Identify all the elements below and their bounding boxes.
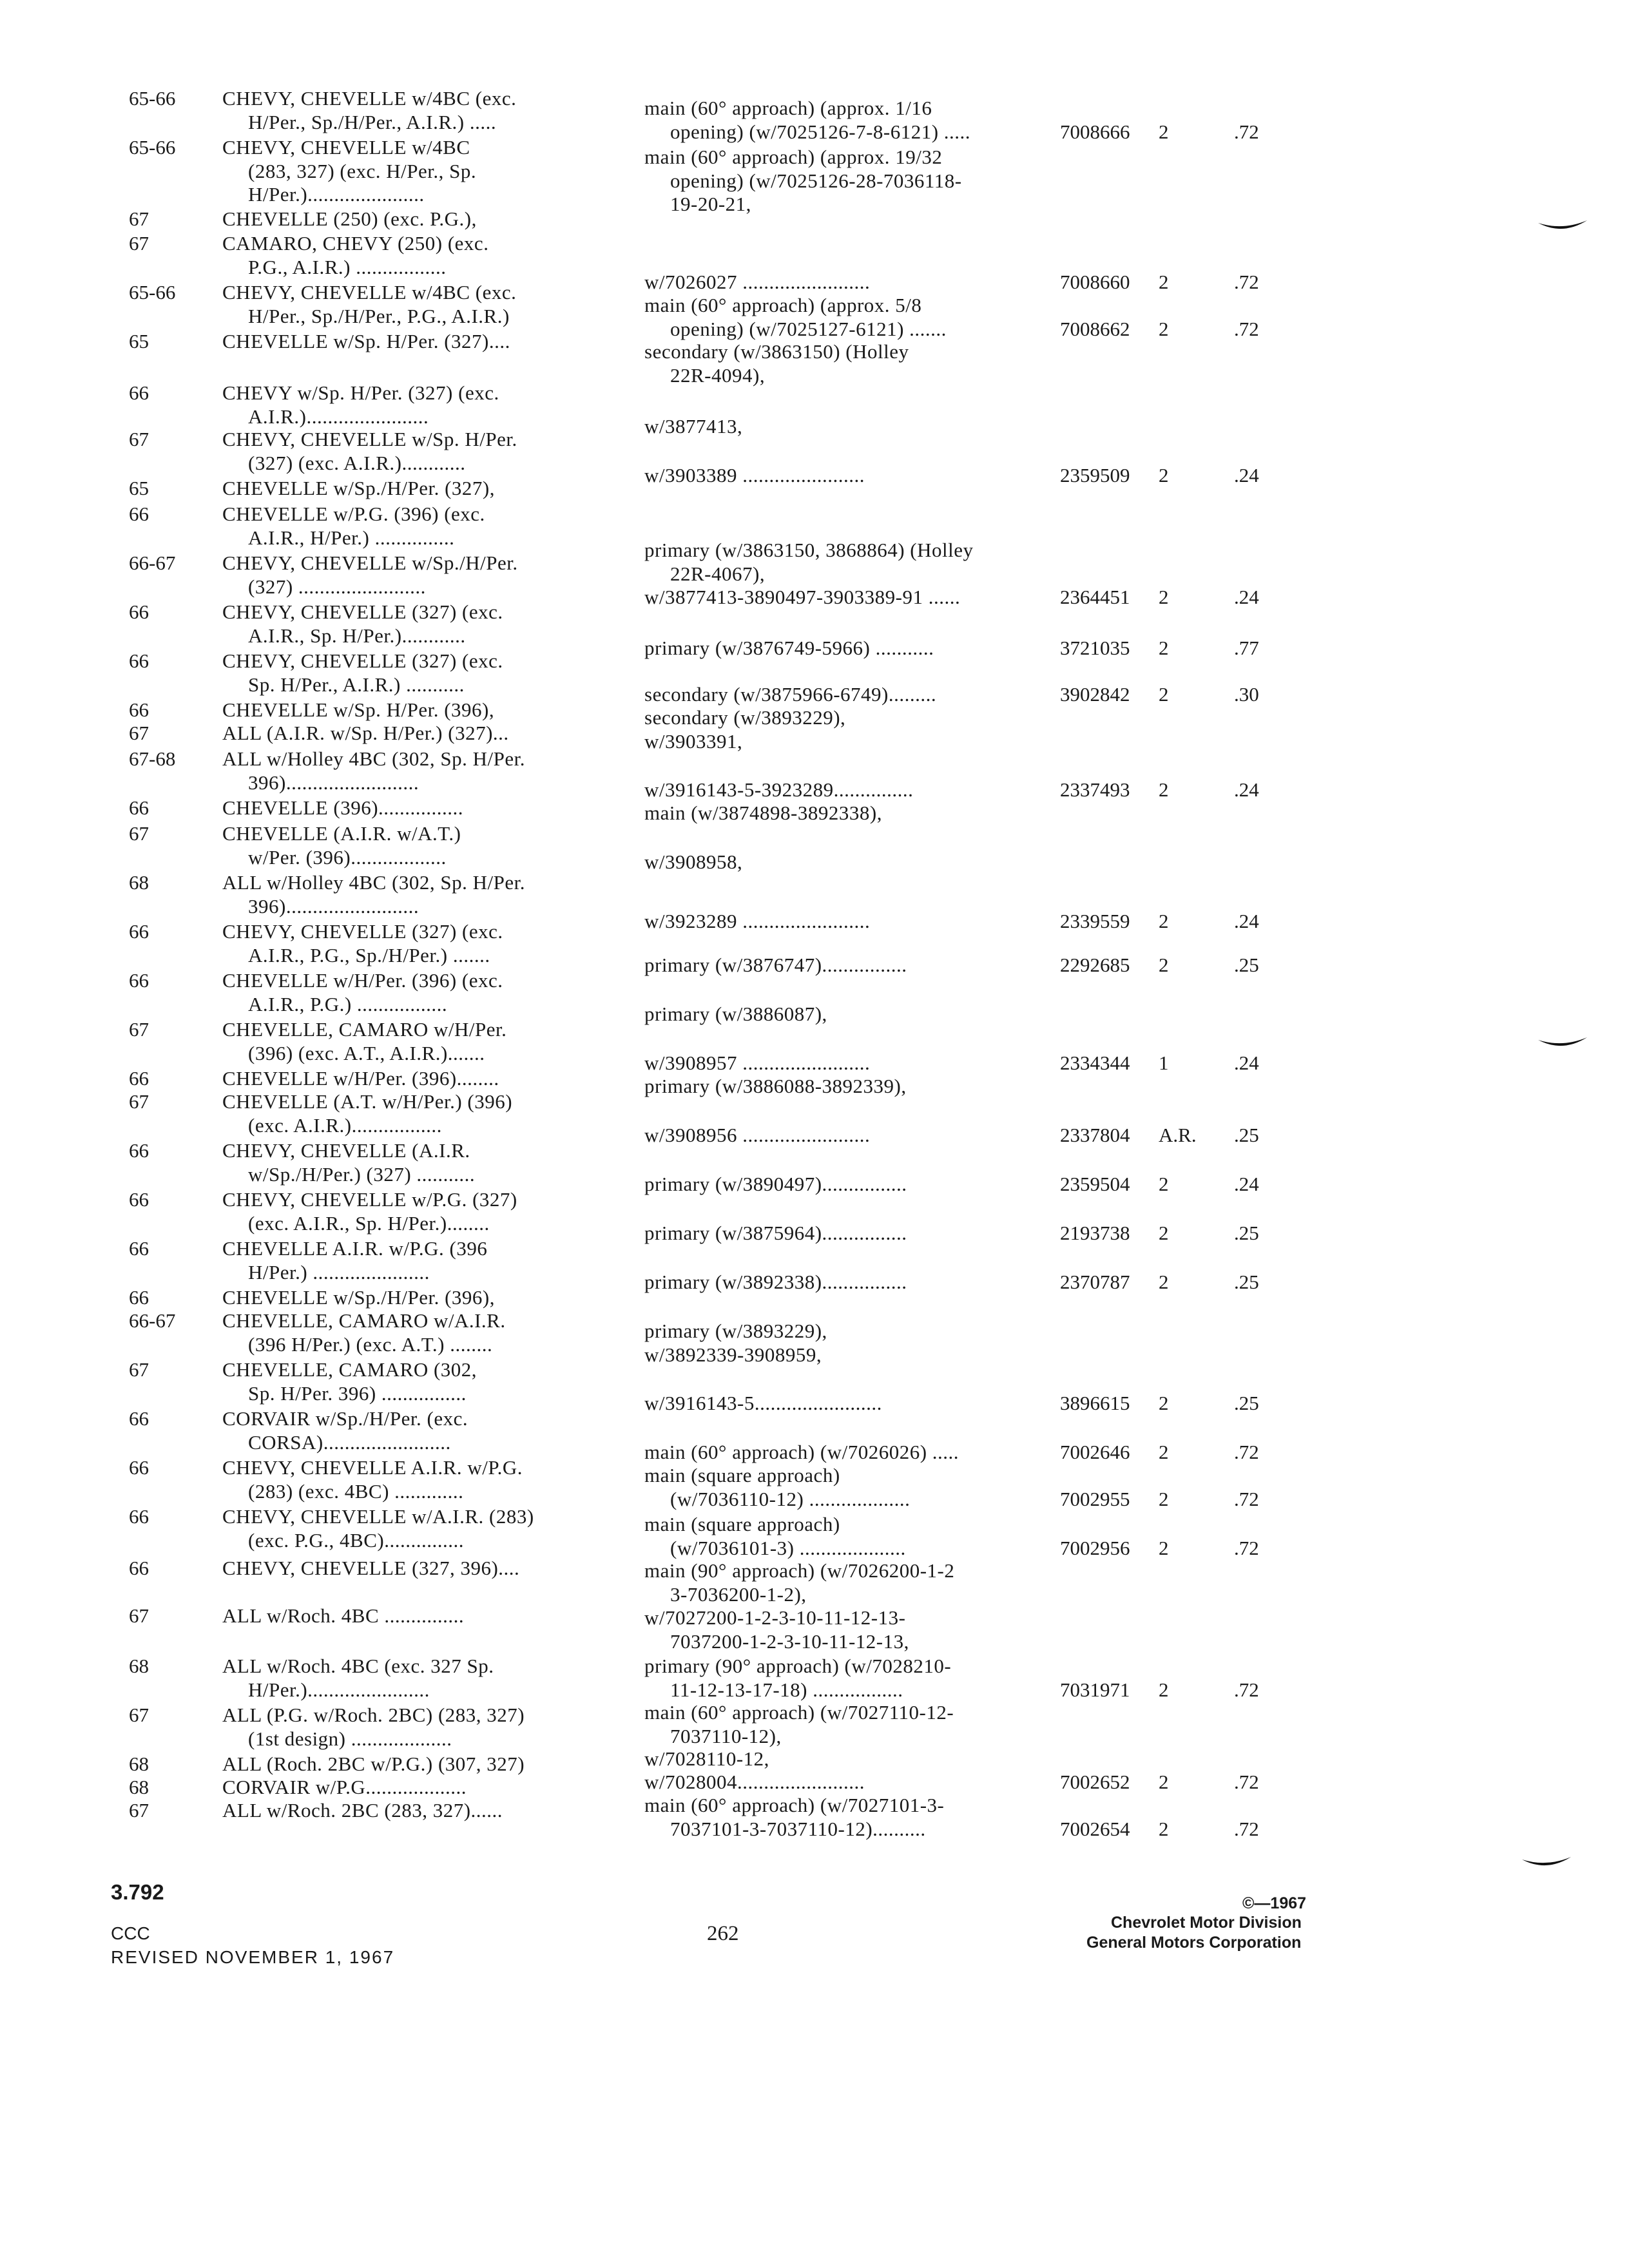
corporation-name: General Motors Corporation (1086, 1934, 1302, 1952)
part-description: main (square approach) (644, 1464, 840, 1486)
part-number: 2337804 (1060, 1124, 1130, 1146)
quantity: 2 (1159, 1441, 1169, 1463)
price: .24 (1234, 910, 1259, 932)
part-number: 2370787 (1060, 1271, 1130, 1293)
vehicle-application: A.I.R., P.G.) ................. (248, 992, 448, 1015)
price: .72 (1234, 1817, 1259, 1840)
part-description: 19-20-21, (670, 193, 751, 215)
vehicle-application: CHEVELLE, CAMARO (302, (222, 1358, 477, 1381)
vehicle-application: CHEVY, CHEVELLE (327) (exc. (222, 920, 503, 943)
quantity: 2 (1159, 1536, 1169, 1559)
part-description: 7037200-1-2-3-10-11-12-13, (670, 1629, 909, 1653)
part-description: main (60° approach) (w/7027110-12- (644, 1701, 954, 1724)
binder-hole-mark (1521, 1856, 1572, 1871)
vehicle-application: CHEVELLE w/Sp. H/Per. (327).... (222, 330, 510, 352)
vehicle-application: CHEVELLE w/H/Per. (396)........ (222, 1067, 499, 1090)
quantity: A.R. (1159, 1124, 1197, 1146)
part-number: 2359509 (1060, 464, 1130, 486)
vehicle-application: CHEVY, CHEVELLE (327, 396).... (222, 1557, 520, 1579)
vehicle-application: A.I.R., Sp. H/Per.)............ (248, 624, 466, 647)
part-number: 7008666 (1060, 120, 1130, 143)
vehicle-application: ALL w/Holley 4BC (302, Sp. H/Per. (222, 747, 526, 770)
price: .24 (1234, 464, 1259, 486)
quantity: 2 (1159, 1222, 1169, 1244)
vehicle-application: (283, 327) (exc. H/Per., Sp. (248, 159, 477, 182)
part-description: w/3908958, (644, 850, 743, 873)
model-year: 65-66 (129, 136, 176, 159)
vehicle-application: CHEVELLE w/P.G. (396) (exc. (222, 503, 485, 525)
model-year: 67 (129, 1604, 149, 1627)
part-description: main (60° approach) (w/7026026) ..... (644, 1441, 959, 1463)
price: .72 (1234, 1487, 1259, 1510)
vehicle-application: 396)......................... (248, 771, 419, 794)
quantity: 2 (1159, 586, 1169, 608)
vehicle-application: ALL w/Roch. 4BC ............... (222, 1604, 465, 1627)
price: .72 (1234, 317, 1259, 340)
model-year: 68 (129, 1776, 149, 1798)
part-description: 11-12-13-17-18) ................. (670, 1678, 903, 1701)
part-description: w/3908956 ........................ (644, 1124, 871, 1146)
part-description: primary (w/3893229), (644, 1320, 827, 1342)
price: .72 (1234, 1441, 1259, 1463)
part-description: 22R-4094), (670, 363, 766, 387)
vehicle-application: CHEVELLE w/Sp./H/Per. (327), (222, 477, 495, 499)
part-description: secondary (w/3893229), (644, 706, 846, 729)
vehicle-application: H/Per.)....................... (248, 1678, 430, 1701)
part-description: w/3923289 ........................ (644, 910, 871, 932)
vehicle-application: CHEVY, CHEVELLE w/4BC (222, 136, 470, 159)
vehicle-application: H/Per., Sp./H/Per., P.G., A.I.R.) (248, 304, 510, 327)
model-year: 67-68 (129, 747, 176, 770)
vehicle-application: (327) ........................ (248, 575, 426, 598)
part-description: opening) (w/7025127-6121) ....... (670, 317, 947, 340)
price: .24 (1234, 1173, 1259, 1195)
model-year: 67 (129, 822, 149, 845)
vehicle-application: CHEVELLE w/Sp./H/Per. (396), (222, 1286, 495, 1309)
vehicle-application: CHEVY, CHEVELLE w/4BC (exc. (222, 87, 517, 110)
quantity: 2 (1159, 1678, 1169, 1701)
vehicle-application: w/Per. (396).................. (248, 845, 447, 869)
vehicle-application: CHEVELLE A.I.R. w/P.G. (396 (222, 1237, 488, 1260)
price: .24 (1234, 1052, 1259, 1074)
model-year: 68 (129, 1753, 149, 1775)
vehicle-application: 396)......................... (248, 894, 419, 918)
price: .24 (1234, 586, 1259, 608)
model-year: 66-67 (129, 552, 176, 574)
vehicle-application: (exc. A.I.R., Sp. H/Per.)........ (248, 1211, 490, 1235)
vehicle-application: CHEVY, CHEVELLE (327) (exc. (222, 601, 503, 623)
vehicle-application: CAMARO, CHEVY (250) (exc. (222, 232, 489, 255)
vehicle-application: CHEVY, CHEVELLE w/Sp./H/Per. (222, 552, 518, 574)
model-year: 66 (129, 969, 149, 992)
model-year: 67 (129, 1018, 149, 1041)
model-year: 66 (129, 1286, 149, 1309)
model-year: 67 (129, 1358, 149, 1381)
vehicle-application: CHEVELLE (396)................ (222, 796, 464, 819)
part-description: w/3903391, (644, 729, 743, 753)
model-year: 65 (129, 330, 149, 352)
vehicle-application: ALL (Roch. 2BC w/P.G.) (307, 327) (222, 1753, 525, 1775)
vehicle-application: CHEVELLE w/H/Per. (396) (exc. (222, 969, 503, 992)
quantity: 2 (1159, 778, 1169, 801)
vehicle-application: H/Per., Sp./H/Per., A.I.R.) ..... (248, 110, 497, 133)
part-description: w/3916143-5........................ (644, 1392, 882, 1414)
part-description: w/7028110-12, (644, 1747, 769, 1770)
vehicle-application: w/Sp./H/Per.) (327) ........... (248, 1162, 476, 1186)
copyright: ©—1967 (1242, 1894, 1307, 1912)
model-year: 67 (129, 428, 149, 450)
part-number: 7002652 (1060, 1771, 1130, 1793)
part-description: main (w/3874898-3892338), (644, 802, 882, 824)
part-description: primary (w/3892338)................ (644, 1271, 907, 1293)
vehicle-application: CHEVY, CHEVELLE w/4BC (exc. (222, 281, 517, 303)
part-description: primary (w/3863150, 3868864) (Holley (644, 539, 974, 561)
model-year: 66 (129, 698, 149, 721)
part-description: main (square approach) (644, 1513, 840, 1535)
model-year: 65-66 (129, 87, 176, 110)
binder-hole-mark (1537, 1036, 1588, 1052)
part-description: w/3903389 ....................... (644, 464, 865, 486)
vehicle-application: Sp. H/Per., A.I.R.) ........... (248, 673, 465, 696)
vehicle-application: ALL (P.G. w/Roch. 2BC) (283, 327) (222, 1704, 525, 1726)
vehicle-application: ALL w/Holley 4BC (302, Sp. H/Per. (222, 871, 526, 894)
catalog-code: CCC (111, 1923, 150, 1943)
part-number: 7002956 (1060, 1536, 1130, 1559)
vehicle-application: CHEVY, CHEVELLE w/Sp. H/Per. (222, 428, 517, 450)
vehicle-application: (327) (exc. A.I.R.)............ (248, 451, 466, 474)
model-year: 67 (129, 1799, 149, 1821)
quantity: 2 (1159, 1392, 1169, 1414)
vehicle-application: (396) (exc. A.T., A.I.R.)....... (248, 1041, 485, 1064)
model-year: 67 (129, 1090, 149, 1113)
part-description: main (60° approach) (approx. 19/32 (644, 146, 943, 168)
model-year: 66 (129, 1188, 149, 1211)
price: .30 (1234, 683, 1259, 706)
part-number: 7008660 (1060, 271, 1130, 293)
vehicle-application: A.I.R.)....................... (248, 405, 429, 428)
vehicle-application: CHEVELLE w/Sp. H/Per. (396), (222, 698, 495, 721)
model-year: 66 (129, 1067, 149, 1090)
part-description: secondary (w/3863150) (Holley (644, 340, 909, 363)
vehicle-application: CHEVELLE, CAMARO w/H/Per. (222, 1018, 507, 1041)
quantity: 1 (1159, 1052, 1169, 1074)
price: .72 (1234, 120, 1259, 143)
binder-hole-mark (1537, 219, 1588, 235)
vehicle-application: CORVAIR w/P.G................... (222, 1776, 467, 1798)
vehicle-application: CHEVY, CHEVELLE A.I.R. w/P.G. (222, 1456, 523, 1479)
quantity: 2 (1159, 1817, 1169, 1840)
vehicle-application: CHEVELLE (250) (exc. P.G.), (222, 207, 477, 230)
part-description: primary (w/3886088-3892339), (644, 1075, 907, 1097)
part-description: primary (w/3876747)................ (644, 954, 907, 976)
vehicle-application: (exc. P.G., 4BC)............... (248, 1528, 464, 1552)
model-year: 66 (129, 649, 149, 672)
vehicle-application: (1st design) ................... (248, 1727, 452, 1750)
vehicle-application: CHEVY, CHEVELLE (A.I.R. (222, 1139, 470, 1162)
vehicle-application: ALL (A.I.R. w/Sp. H/Per.) (327)... (222, 722, 509, 744)
part-description: w/3877413, (644, 415, 743, 437)
vehicle-application: CORSA)........................ (248, 1430, 451, 1454)
model-year: 66 (129, 1557, 149, 1579)
part-number: 7031971 (1060, 1678, 1130, 1701)
model-year: 66 (129, 796, 149, 819)
vehicle-application: CHEVELLE (A.I.R. w/A.T.) (222, 822, 461, 845)
quantity: 2 (1159, 910, 1169, 932)
vehicle-application: P.G., A.I.R.) ................. (248, 255, 447, 278)
model-year: 68 (129, 1655, 149, 1677)
section-number: 3.792 (111, 1880, 164, 1904)
vehicle-application: A.I.R., P.G., Sp./H/Per.) ....... (248, 943, 490, 966)
vehicle-application: (283) (exc. 4BC) ............. (248, 1479, 464, 1503)
price: .24 (1234, 778, 1259, 801)
vehicle-application: CHEVELLE, CAMARO w/A.I.R. (222, 1309, 506, 1332)
price: .25 (1234, 954, 1259, 976)
part-description: w/3908957 ........................ (644, 1052, 871, 1074)
model-year: 66 (129, 1407, 149, 1430)
vehicle-application: ALL w/Roch. 4BC (exc. 327 Sp. (222, 1655, 494, 1677)
part-description: secondary (w/3875966-6749)......... (644, 683, 937, 706)
quantity: 2 (1159, 464, 1169, 486)
model-year: 66 (129, 381, 149, 404)
price: .25 (1234, 1124, 1259, 1146)
price: .72 (1234, 1536, 1259, 1559)
part-number: 2359504 (1060, 1173, 1130, 1195)
quantity: 2 (1159, 1487, 1169, 1510)
model-year: 66 (129, 601, 149, 623)
part-description: 22R-4067), (670, 562, 766, 585)
vehicle-application: CHEVY w/Sp. H/Per. (327) (exc. (222, 381, 499, 404)
part-number: 7008662 (1060, 317, 1130, 340)
vehicle-application: CHEVELLE (A.T. w/H/Per.) (396) (222, 1090, 513, 1113)
price: .72 (1234, 271, 1259, 293)
model-year: 65 (129, 477, 149, 499)
model-year: 67 (129, 232, 149, 255)
part-number: 2364451 (1060, 586, 1130, 608)
part-number: 7002646 (1060, 1441, 1130, 1463)
quantity: 2 (1159, 683, 1169, 706)
model-year: 67 (129, 1704, 149, 1726)
model-year: 65-66 (129, 281, 176, 303)
vehicle-application: (exc. A.I.R.)................. (248, 1113, 442, 1137)
part-description: main (60° approach) (approx. 5/8 (644, 294, 922, 316)
price: .25 (1234, 1222, 1259, 1244)
vehicle-application: CHEVY, CHEVELLE w/A.I.R. (283) (222, 1505, 534, 1528)
price: .25 (1234, 1271, 1259, 1293)
model-year: 66 (129, 1237, 149, 1260)
part-description: primary (w/3886087), (644, 1003, 827, 1025)
part-description: 3-7036200-1-2), (670, 1582, 807, 1606)
vehicle-application: Sp. H/Per. 396) ................ (248, 1381, 467, 1405)
part-description: (w/7036101-3) .................... (670, 1536, 906, 1559)
quantity: 2 (1159, 317, 1169, 340)
part-description: w/3892339-3908959, (644, 1343, 822, 1366)
price: .77 (1234, 637, 1259, 659)
vehicle-application: CHEVY, CHEVELLE w/P.G. (327) (222, 1188, 517, 1211)
part-description: w/7026027 ........................ (644, 271, 871, 293)
quantity: 2 (1159, 1173, 1169, 1195)
vehicle-application: ALL w/Roch. 2BC (283, 327)...... (222, 1799, 503, 1821)
part-number: 3902842 (1060, 683, 1130, 706)
vehicle-application: CHEVY, CHEVELLE (327) (exc. (222, 649, 503, 672)
quantity: 2 (1159, 637, 1169, 659)
part-description: main (60° approach) (w/7027101-3- (644, 1794, 945, 1816)
price: .72 (1234, 1771, 1259, 1793)
division-name: Chevrolet Motor Division (1111, 1914, 1302, 1932)
vehicle-application: (396 H/Per.) (exc. A.T.) ........ (248, 1332, 493, 1356)
part-number: 2292685 (1060, 954, 1130, 976)
part-description: (w/7036110-12) ................... (670, 1487, 911, 1510)
part-description: primary (w/3890497)................ (644, 1173, 907, 1195)
model-year: 66 (129, 503, 149, 525)
model-year: 67 (129, 207, 149, 230)
part-number: 2339559 (1060, 910, 1130, 932)
page-number: 262 (707, 1922, 739, 1945)
part-number: 7002955 (1060, 1487, 1130, 1510)
part-number: 2337493 (1060, 778, 1130, 801)
quantity: 2 (1159, 954, 1169, 976)
part-description: w/7028004........................ (644, 1771, 865, 1793)
part-description: opening) (w/7025126-7-8-6121) ..... (670, 120, 971, 143)
part-number: 7002654 (1060, 1817, 1130, 1840)
part-description: 7037101-3-7037110-12).......... (670, 1817, 926, 1840)
quantity: 2 (1159, 1271, 1169, 1293)
quantity: 2 (1159, 120, 1169, 143)
part-description: main (60° approach) (approx. 1/16 (644, 97, 932, 119)
revision-date: REVISED NOVEMBER 1, 1967 (111, 1947, 395, 1967)
quantity: 2 (1159, 1771, 1169, 1793)
quantity: 2 (1159, 271, 1169, 293)
model-year: 66-67 (129, 1309, 176, 1332)
model-year: 66 (129, 1456, 149, 1479)
model-year: 66 (129, 920, 149, 943)
part-description: primary (w/3875964)................ (644, 1222, 907, 1244)
part-description: 7037110-12), (670, 1724, 782, 1747)
part-description: main (90° approach) (w/7026200-1-2 (644, 1559, 955, 1582)
part-number: 3896615 (1060, 1392, 1130, 1414)
part-number: 2334344 (1060, 1052, 1130, 1074)
part-description: opening) (w/7025126-28-7036118- (670, 169, 962, 192)
vehicle-application: A.I.R., H/Per.) ............... (248, 526, 455, 549)
part-description: w/3877413-3890497-3903389-91 ...... (644, 586, 961, 608)
part-description: w/3916143-5-3923289............... (644, 778, 914, 801)
part-description: primary (w/3876749-5966) ........... (644, 637, 934, 659)
part-description: w/7027200-1-2-3-10-11-12-13- (644, 1606, 906, 1629)
part-number: 3721035 (1060, 637, 1130, 659)
vehicle-application: H/Per.)...................... (248, 183, 425, 206)
model-year: 67 (129, 722, 149, 744)
vehicle-application: H/Per.) ...................... (248, 1260, 430, 1283)
part-description: primary (90° approach) (w/7028210- (644, 1655, 952, 1677)
model-year: 68 (129, 871, 149, 894)
vehicle-application: CORVAIR w/Sp./H/Per. (exc. (222, 1407, 468, 1430)
part-number: 2193738 (1060, 1222, 1130, 1244)
price: .72 (1234, 1678, 1259, 1701)
price: .25 (1234, 1392, 1259, 1414)
model-year: 66 (129, 1505, 149, 1528)
model-year: 66 (129, 1139, 149, 1162)
